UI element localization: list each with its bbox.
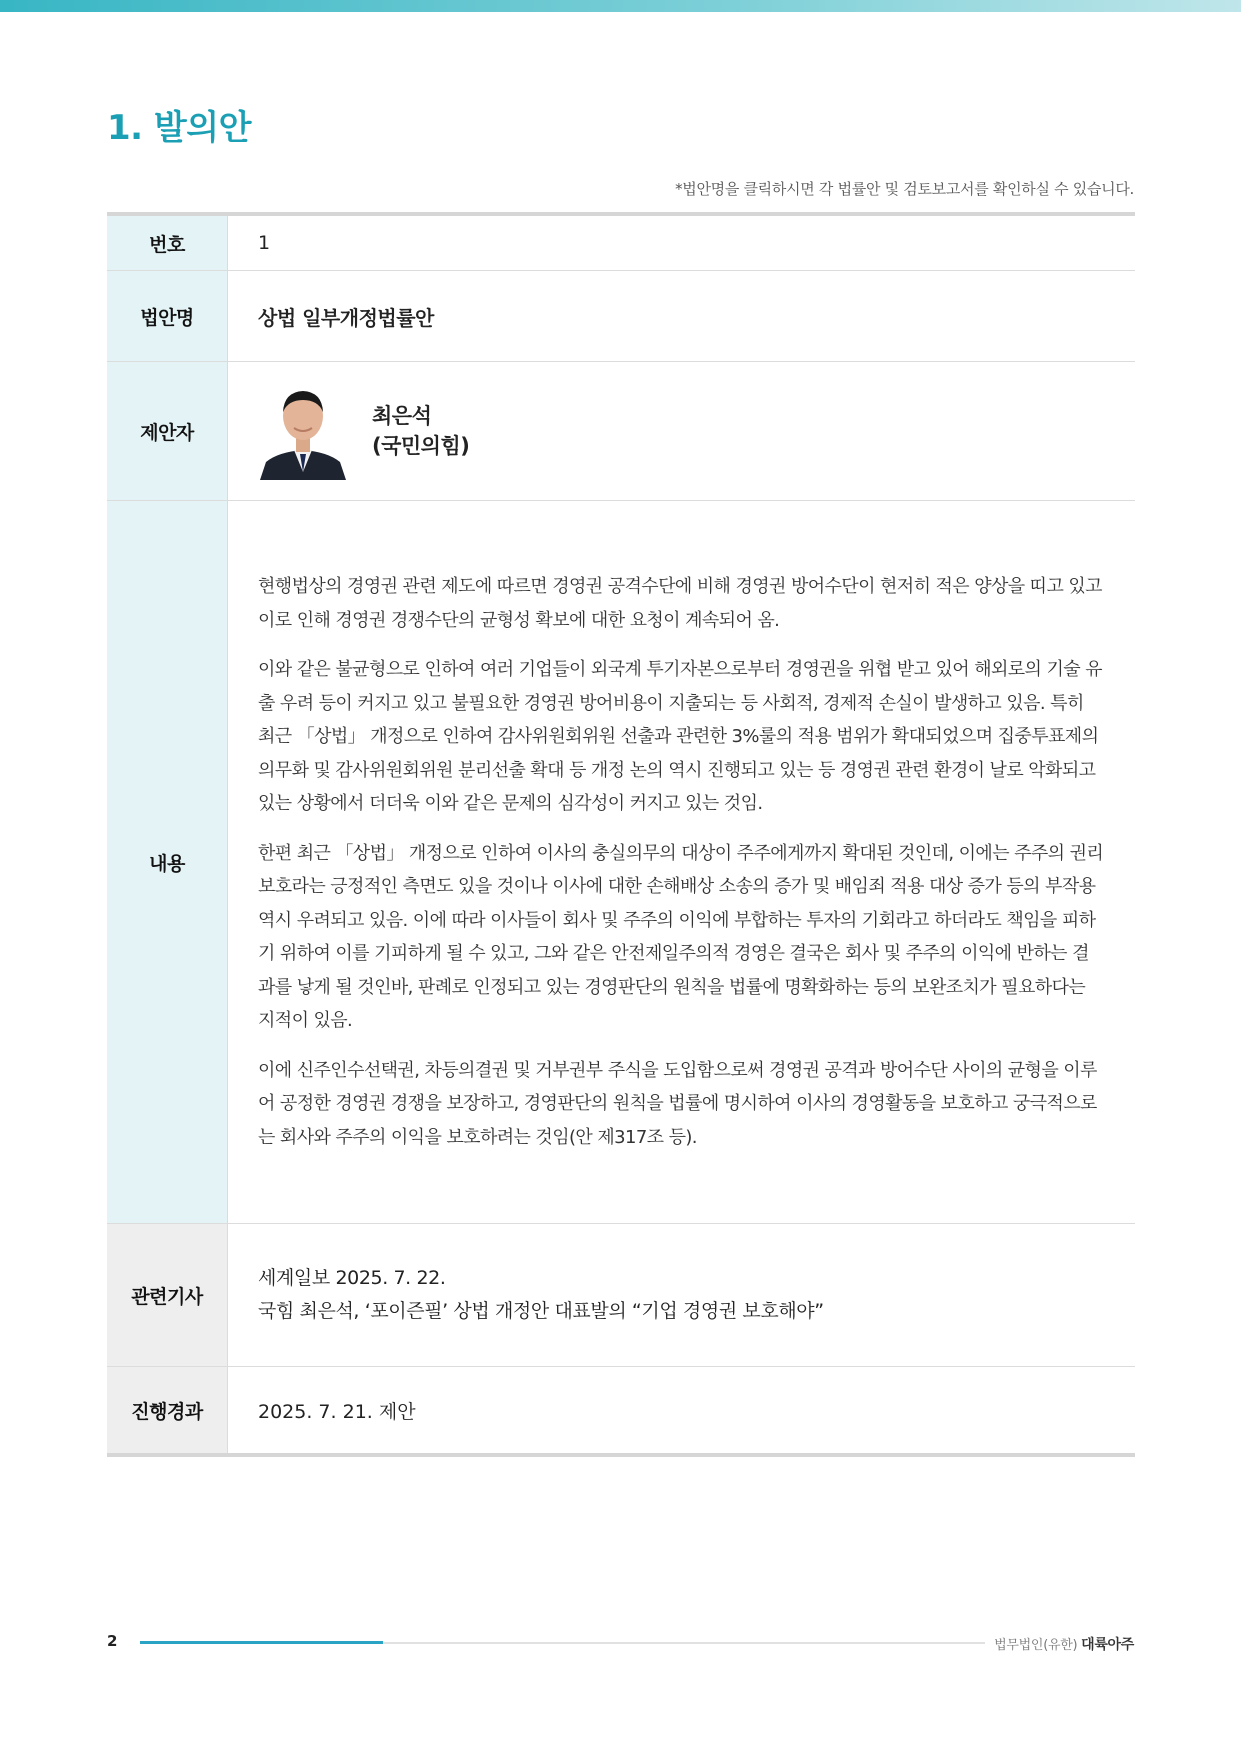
bill-name-link[interactable]: 상법 일부개정법률안	[258, 305, 434, 330]
click-note: *법안명을 클릭하시면 각 법률안 및 검토보고서를 확인하실 수 있습니다.	[675, 180, 1134, 198]
content-paragraph: 이와 같은 불균형으로 인하여 여러 기업들이 외국계 투기자본으로부터 경영권을 위협 받고 있어 해외로의 기술 유출 우려 등이 커지고 있고 불필요한 경영권 방어비용이 지출되는 등 사회적, 경제적 손실이 발생하고 있음. 특히 최근 「상법」 개정으로 인하여 감사위원회위원 선출과 관련한 3%룰의 적용 범위가 확대되었으며 집중투표제의 의무화 및 감사위원회위원 분리선출 확대 등 개정 논의 역시 진행되고 있는 등 경영권 관련 환경이 날로 악화되고 있는 상황에서 더더욱 이와 같은 문제의 심각성이 커지고 있는 것임.	[258, 659, 1102, 814]
row-progress	[107, 1367, 1135, 1456]
proposer-label: 제안자	[107, 362, 228, 501]
row-number	[107, 214, 1135, 271]
progress-value: 2025. 7. 21. 제안	[228, 1367, 1136, 1456]
content-label: 내용	[107, 501, 228, 1224]
proposer-photo	[258, 382, 348, 480]
row-related-article	[107, 1224, 1135, 1367]
bill-table	[107, 212, 1135, 1457]
top-accent-bar	[0, 0, 1241, 12]
article-label: 관련기사	[107, 1224, 228, 1367]
content-paragraph: 한편 최근 「상법」 개정으로 인하여 이사의 충실의무의 대상이 주주에게까지 확대된 것인데, 이에는 주주의 권리 보호라는 긍정적인 측면도 있을 것이나 이사에 대한 손해배상 소송의 증가 및 배임죄 적용 대상 증가 등의 부작용 역시 우려되고 있음. 이에 따라 이사들이 회사 및 주주의 이익에 부합하는 투자의 기회라고 하더라도 책임을 피하기 위하여 이를 기피하게 될 수 있고, 그와 같은 안전제일주의적 경영은 결국은 회사 및 주주의 이익에 반하는 결과를 낳게 될 것인바, 판례로 인정되고 있는 경영판단의 원칙을 법률에 명확화하는 등의 보완조치가 필요하다는 지적이 있음.	[258, 842, 1104, 1031]
content-paragraph: 이에 신주인수선택권, 차등의결권 및 거부권부 주식을 도입함으로써 경영권 공격과 방어수단 사이의 균형을 이루어 공정한 경영권 경쟁을 보장하고, 경영판단의 원칙을 법률에 명시하여 이사의 경영활동을 보호하고 궁극적으로는 회사와 주주의 이익을 보호하려는 것임(안 제317조 등).	[258, 1059, 1097, 1148]
proposer-party: (국민의힘)	[372, 434, 470, 458]
row-content	[107, 501, 1135, 1224]
article-source: 세계일보 2025. 7. 22.	[258, 1267, 446, 1289]
bill-name-label: 법안명	[107, 271, 228, 362]
footer-brand	[994, 1634, 1134, 1654]
footer-divider-accent	[140, 1641, 383, 1644]
brand-name: 대륙아주	[1081, 1637, 1134, 1653]
page-number: 2	[107, 1632, 118, 1650]
row-proposer	[107, 362, 1135, 501]
section-title: 1. 발의안	[107, 108, 251, 148]
article-title-link[interactable]: 국힘 최은석, ‘포이즌필’ 상법 개정안 대표발의 “기업 경영권 보호해야”	[258, 1300, 824, 1322]
number-value: 1	[228, 214, 1136, 271]
proposer-name: 최은석	[372, 404, 432, 428]
brand-prefix: 법무법인(유한)	[994, 1638, 1078, 1653]
progress-label: 진행경과	[107, 1367, 228, 1456]
row-bill-name	[107, 271, 1135, 362]
number-label: 번호	[107, 214, 228, 271]
content-body	[228, 501, 1136, 1224]
content-paragraph: 현행법상의 경영권 관련 제도에 따르면 경영권 공격수단에 비해 경영권 방어수단이 현저히 적은 양상을 띠고 있고 이로 인해 경영권 경쟁수단의 균형성 확보에 대한 요청이 계속되어 옴.	[258, 576, 1102, 631]
